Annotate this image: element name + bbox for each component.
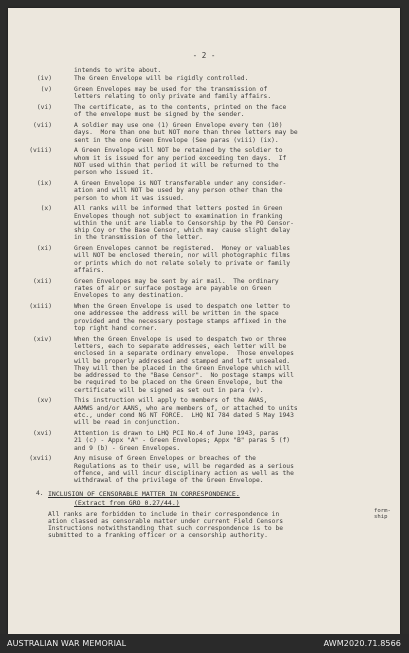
item-number: (vii) [33,122,52,129]
item-text-line: Any misuse of Green Envelopes or breaches of the [74,455,256,463]
item-text-line: affairs. [74,267,105,274]
item-text-line: A soldier may use one (1) Green Envelope every ten (10) [74,122,283,129]
item-text-line: etc., under comd NG NT FORCE. LHQ NI 784 dated 5 May 1943 [74,412,294,419]
item-text-line: or prints which do not relate solely to private or family [74,259,291,267]
item-text-line: rates of air or surface postage are payable on Green [74,285,272,292]
item-text-line: enclosed in a separate ordinary envelope. Those envelopes [74,350,294,358]
item-text-line: Envelopes to any destination. [74,292,184,300]
item-text-line: will be read in conjunction. [74,419,181,427]
item-number: (vi) [36,104,52,111]
page-number: - 2 - [192,51,216,60]
item-number: (xiii) [29,303,52,310]
document-page [8,8,400,634]
footer-bar [0,634,409,653]
item-text-line: and 9 (b) - Green Envelopes. [74,444,181,452]
item-text-line: will be properly addressed and stamped and left unsealed. [74,357,291,365]
item-text-line: NOT used within that period it will be returned to the [74,161,279,169]
item-text-line: A Green Envelope is NOT transferable under any consider- [74,179,287,187]
item-text-line: letters, each to separate addresses, each letter will be [74,342,287,350]
item-text-line: Regulations as to their use, will be regarded as a serious [74,462,294,470]
item-text-line: certificate will be signed as set out in para (v). [74,386,264,394]
item-number: (xiv) [33,335,52,343]
item-number: (xii) [33,277,52,285]
item-text-line: days. More than one but NOT more than three letters may be [74,129,298,137]
item-text-line: Green Envelopes may be sent by air mail. The ordinary [74,277,279,285]
item-text-line: top right hand corner. [74,324,158,332]
item-text-line: provided and the necessary postage stamps affixed in the [74,317,287,325]
footer-accession-number: AWM2020.71.8566 [323,639,401,648]
item-number: (viii) [29,147,52,155]
item-text-line: in the transmission of the letter. [74,234,203,242]
item-number: (xvi) [33,430,52,437]
section-text-line: Instructions notwithstanding that such correspondence is to be [48,525,284,533]
section-extract-ref: (Extract from GRO 0.27/44.) [74,499,180,508]
footer-institution: AUSTRALIAN WAR MEMORIAL [7,639,127,648]
item-text-line: The Green Envelope will be rigidly controlled. [74,75,249,83]
item-text-line: When the Green Envelope is used to despatch two or three [74,335,287,343]
item-text-line: AAMWS and/or AANS, who are members of, or attached to units [74,404,298,412]
section-number: 4. [36,489,44,497]
item-number: (xi) [36,245,52,253]
item-text-line: one addressee the address will be written in the space [74,310,279,318]
item-text-line: person who issued it. [74,169,154,177]
item-number: (v) [40,86,52,93]
item-text-line: will NOT be enclosed therein, nor will photographic films [74,252,291,260]
item-text-line: letters relating to only private and family affairs. [74,93,272,101]
item-text-line: Green Envelopes may be used for the transmission of [74,86,268,93]
item-text-line: within the unit are liable to Censorship by the PO Censor- [74,219,294,227]
intro-line: intends to write about. [74,67,162,74]
item-text-line: All ranks will be informed that letters posted in Green [74,205,283,213]
item-text-line: offence, and will incur disciplinary action as well as the [74,469,294,477]
item-text-line: The certificate, as to the contents, printed on the face [74,104,287,111]
item-number: (ix) [36,179,52,187]
item-text-line: ship Coy or the Base Censor, which may cause slight delay [74,227,291,235]
item-text-line: of the envelope must be signed by the sender. [74,111,245,119]
item-text-line: withdrawal of the privilege of the Green Envelope. [74,477,264,485]
item-text-line: person to whom it was issued. [74,194,184,202]
section-heading: INCLUSION OF CENSORABLE MATTER IN CORRESPONDENCE. [48,489,240,498]
section-text-line: All ranks are forbidden to include in their correspondence in [48,510,280,518]
section-text-line: ation classed as censorable matter under current Field Censors [48,517,284,525]
item-text-line: ation and will NOT be used by any person other than the [74,187,283,195]
item-text-line: This instruction will apply to members of the AWAS, [74,397,268,405]
item-text-line: whom it is issued for any period exceeding ten days. If [74,154,287,162]
margin-note: form- ship [374,507,391,520]
item-text-line: They will then be placed in the Green Envelope which will [74,364,291,372]
item-text-line: Green Envelopes cannot be registered. Money or valuables [74,245,291,253]
item-number: (iv) [36,75,52,83]
item-number: (xv) [36,397,52,405]
item-text-line: 21 (c) - Appx "A" - Green Envelopes; Appx "B" paras 5 (f) [74,437,291,445]
item-text-line: When the Green Envelope is used to despatch one letter to [74,303,291,310]
item-number: (xvii) [29,455,52,463]
section-text-line: submitted to a franking officer or a censorship authority. [48,532,268,540]
item-text-line: Envelopes though not subject to examination in franking [74,212,283,220]
item-text-line: A Green Envelope will NOT be retained by the soldier to [74,147,283,155]
item-text-line: be addressed to the "Base Censor". No postage stamps will [74,372,294,380]
item-text-line: be required to be placed on the Green Envelope, but the [74,379,283,387]
item-text-line: Attention is drawn to LHQ PCI No.4 of June 1943, paras [74,430,279,437]
item-text-line: sent in the one Green Envelope (See paras (viii) (ix). [74,136,279,144]
item-number: (x) [40,205,52,213]
